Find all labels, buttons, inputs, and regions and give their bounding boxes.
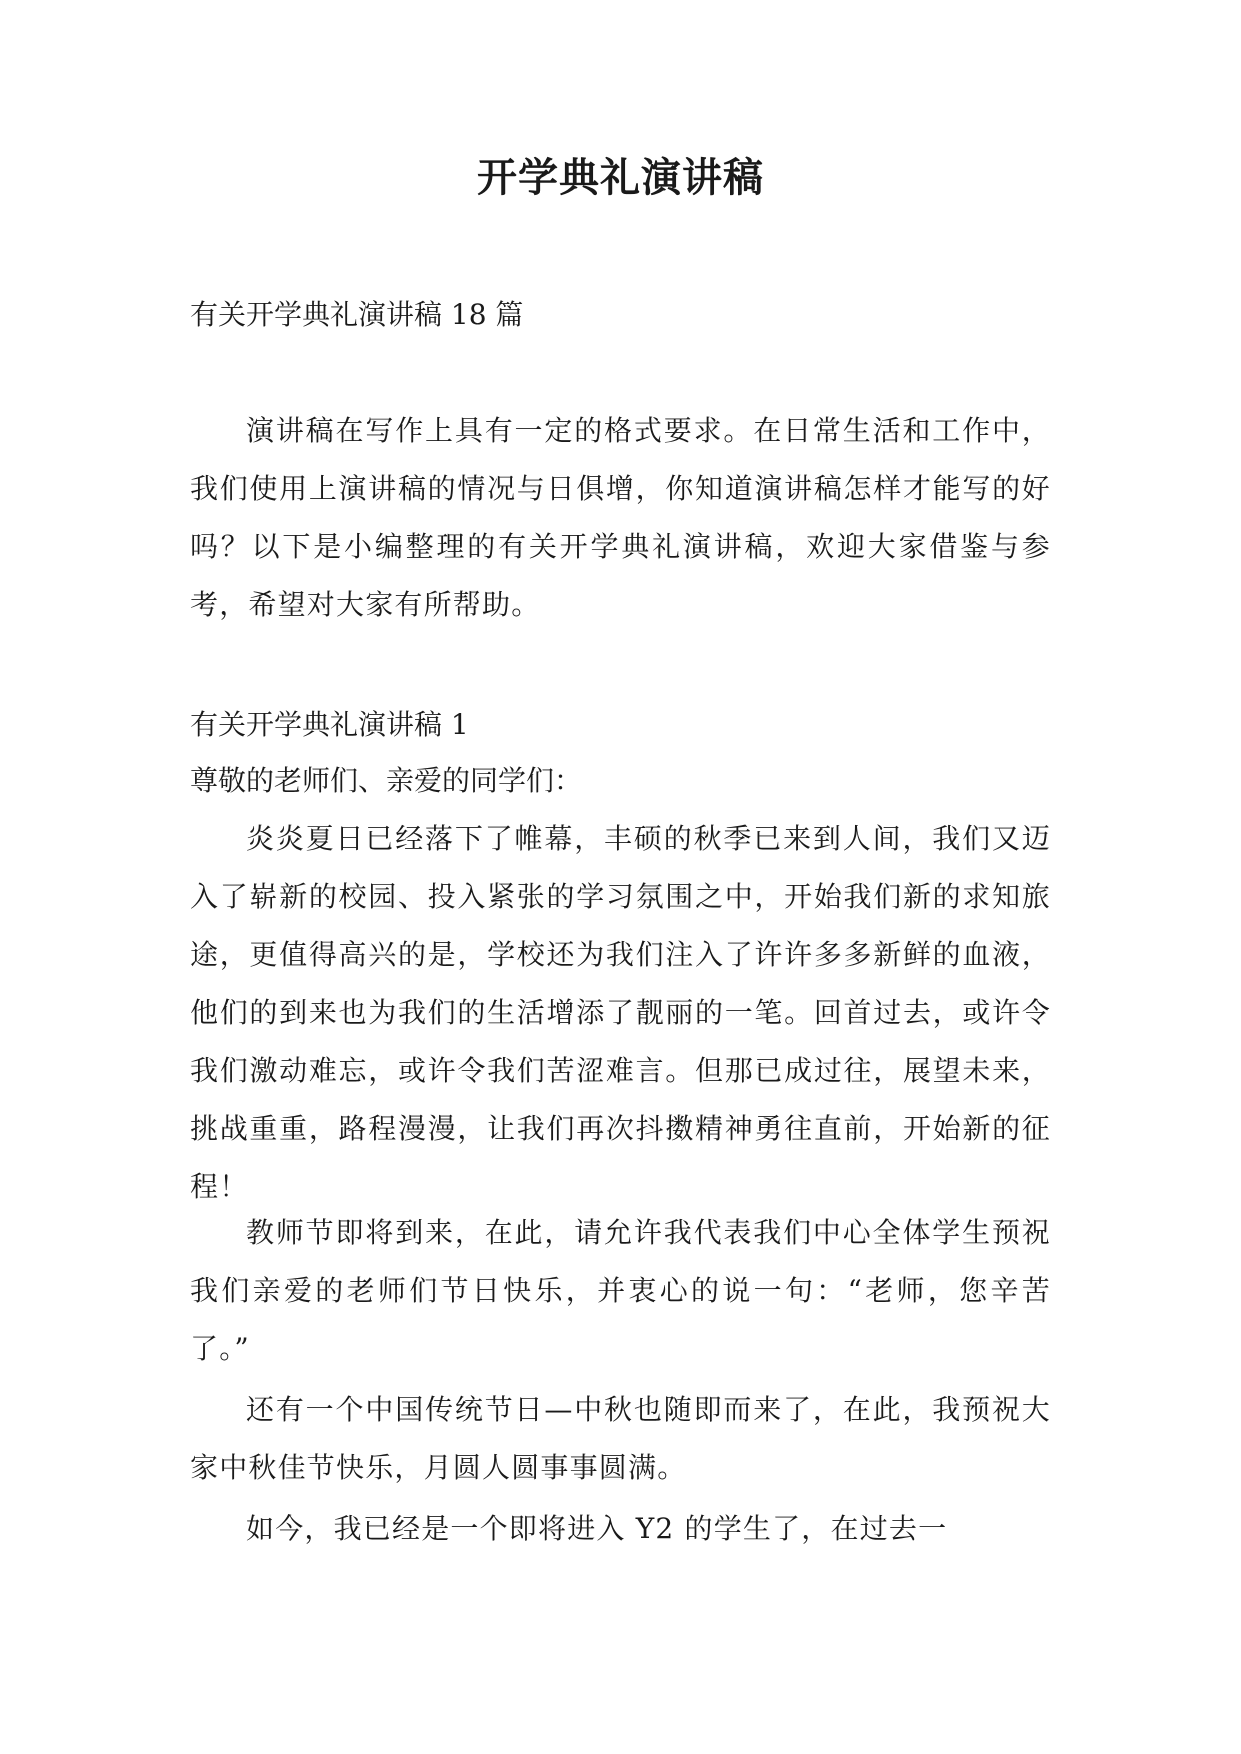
body-paragraph: 教师节即将到来，在此，请允许我代表我们中心全体学生预祝我们亲爱的老师们节日快乐，并衷心的说一句：“老师，您辛苦了。” — [190, 1216, 1051, 1365]
body-paragraph: 如今，我已经是一个即将进入 Y2 的学生了，在过去一 — [246, 1512, 948, 1545]
document-title: 开学典礼演讲稿 — [477, 154, 764, 201]
body-paragraph: 炎炎夏日已经落下了帷幕，丰硕的秋季已来到人间，我们又迈入了崭新的校园、投入紧张的学习氛围之中，开始我们新的求知旅途，更值得高兴的是，学校还为我们注入了许许多多新鲜的血液，他们的到来也为我们的生活增添了靓丽的一笔。回首过去，或许令我们激动难忘，或许令我们苦涩难言。但那已成过往，展望未来，挑战重重，路程漫漫，让我们再次抖擞精神勇往直前，开始新的征程！ — [190, 822, 1051, 1203]
greeting-line: 尊敬的老师们、亲爱的同学们： — [190, 764, 583, 797]
intro-paragraph: 演讲稿在写作上具有一定的格式要求。在日常生活和工作中，我们使用上演讲稿的情况与日俱增，你知道演讲稿怎样才能写的好吗？以下是小编整理的有关开学典礼演讲稿，欢迎大家借鉴与参考，希望对大家有所帮助。 — [190, 414, 1051, 621]
section-heading: 有关开学典礼演讲稿 1 — [190, 708, 469, 741]
document-subtitle: 有关开学典礼演讲稿 18 篇 — [190, 298, 524, 331]
body-paragraph: 还有一个中国传统节日—中秋也随即而来了，在此，我预祝大家中秋佳节快乐，月圆人圆事事圆满。 — [190, 1393, 1051, 1484]
